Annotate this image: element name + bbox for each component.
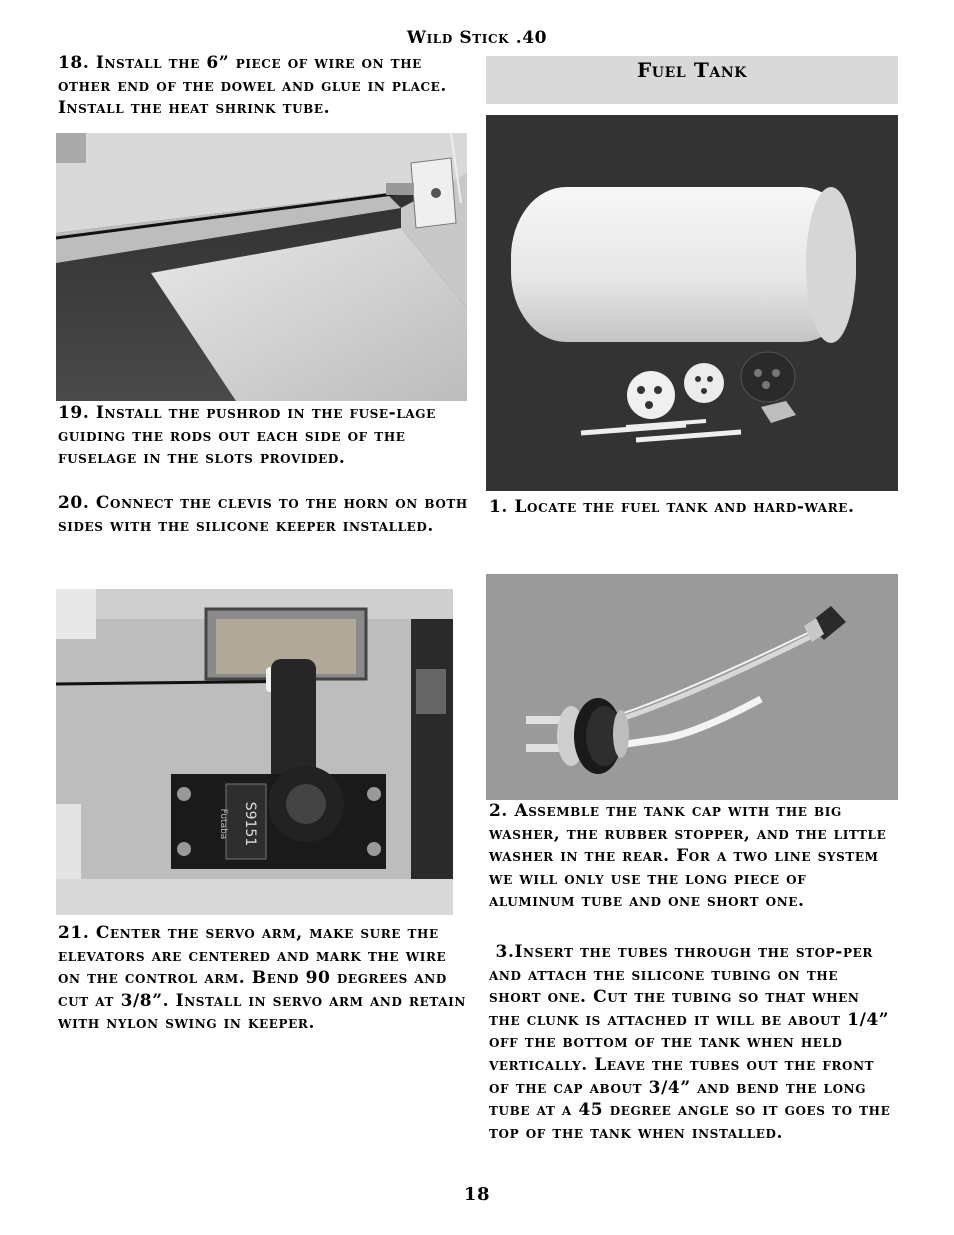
step-18-text: 18. Install the 6” piece of wire on the other end of the dowel and glue in place. Install the heat shrink tube. (58, 53, 447, 119)
photo-pushrod-horn (56, 133, 467, 401)
section-header-bar (486, 56, 898, 104)
fuel-step-3-text: 3.Insert the tubes through the stop-per and attach the silicone tubing on the short one. Cut the tubing so that when the clunk is attached it will be about 1/4” off the bottom of the tank when held vertically. Leave the tubes out the front of the cap about 3/4” and bend the long tube at a 45 degree angle so it goes to the top of the tank when installed. (489, 942, 897, 1143)
servo-brand-label: Futaba (218, 808, 228, 840)
fuel-step-2-text: 2. Assemble the tank cap with the big washer, the rubber stopper, and the little washer in the rear. For a two line system we will only use the long piece of aluminum tube and one short one. (489, 801, 887, 912)
section-title: Fuel Tank (637, 58, 747, 82)
fuel-step-1-text: 1. Locate the fuel tank and hard-ware. (489, 497, 855, 517)
step-20-text: 20. Connect the clevis to the horn on both sides with the silicone keeper installed. (58, 493, 468, 536)
servo-model-label: S9151 (242, 801, 258, 847)
page-header: Wild Stick .40 (406, 28, 548, 48)
step-19-text: 19. Install the pushrod in the fuse-lage guiding the rods out each side of the fuselage in the slots provided. (58, 403, 436, 469)
photo-tank-cap-assembly (486, 574, 898, 800)
page-number: 18 (463, 1184, 491, 1205)
photo-fuel-tank (486, 115, 898, 491)
photo-servo-arm (56, 589, 453, 915)
step-21-text: 21. Center the servo arm, make sure the elevators are centered and mark the wire on the control arm. Bend 90 degrees and cut at 3/8”. Install in servo arm and retain with nylon swing in keeper. (58, 923, 466, 1034)
